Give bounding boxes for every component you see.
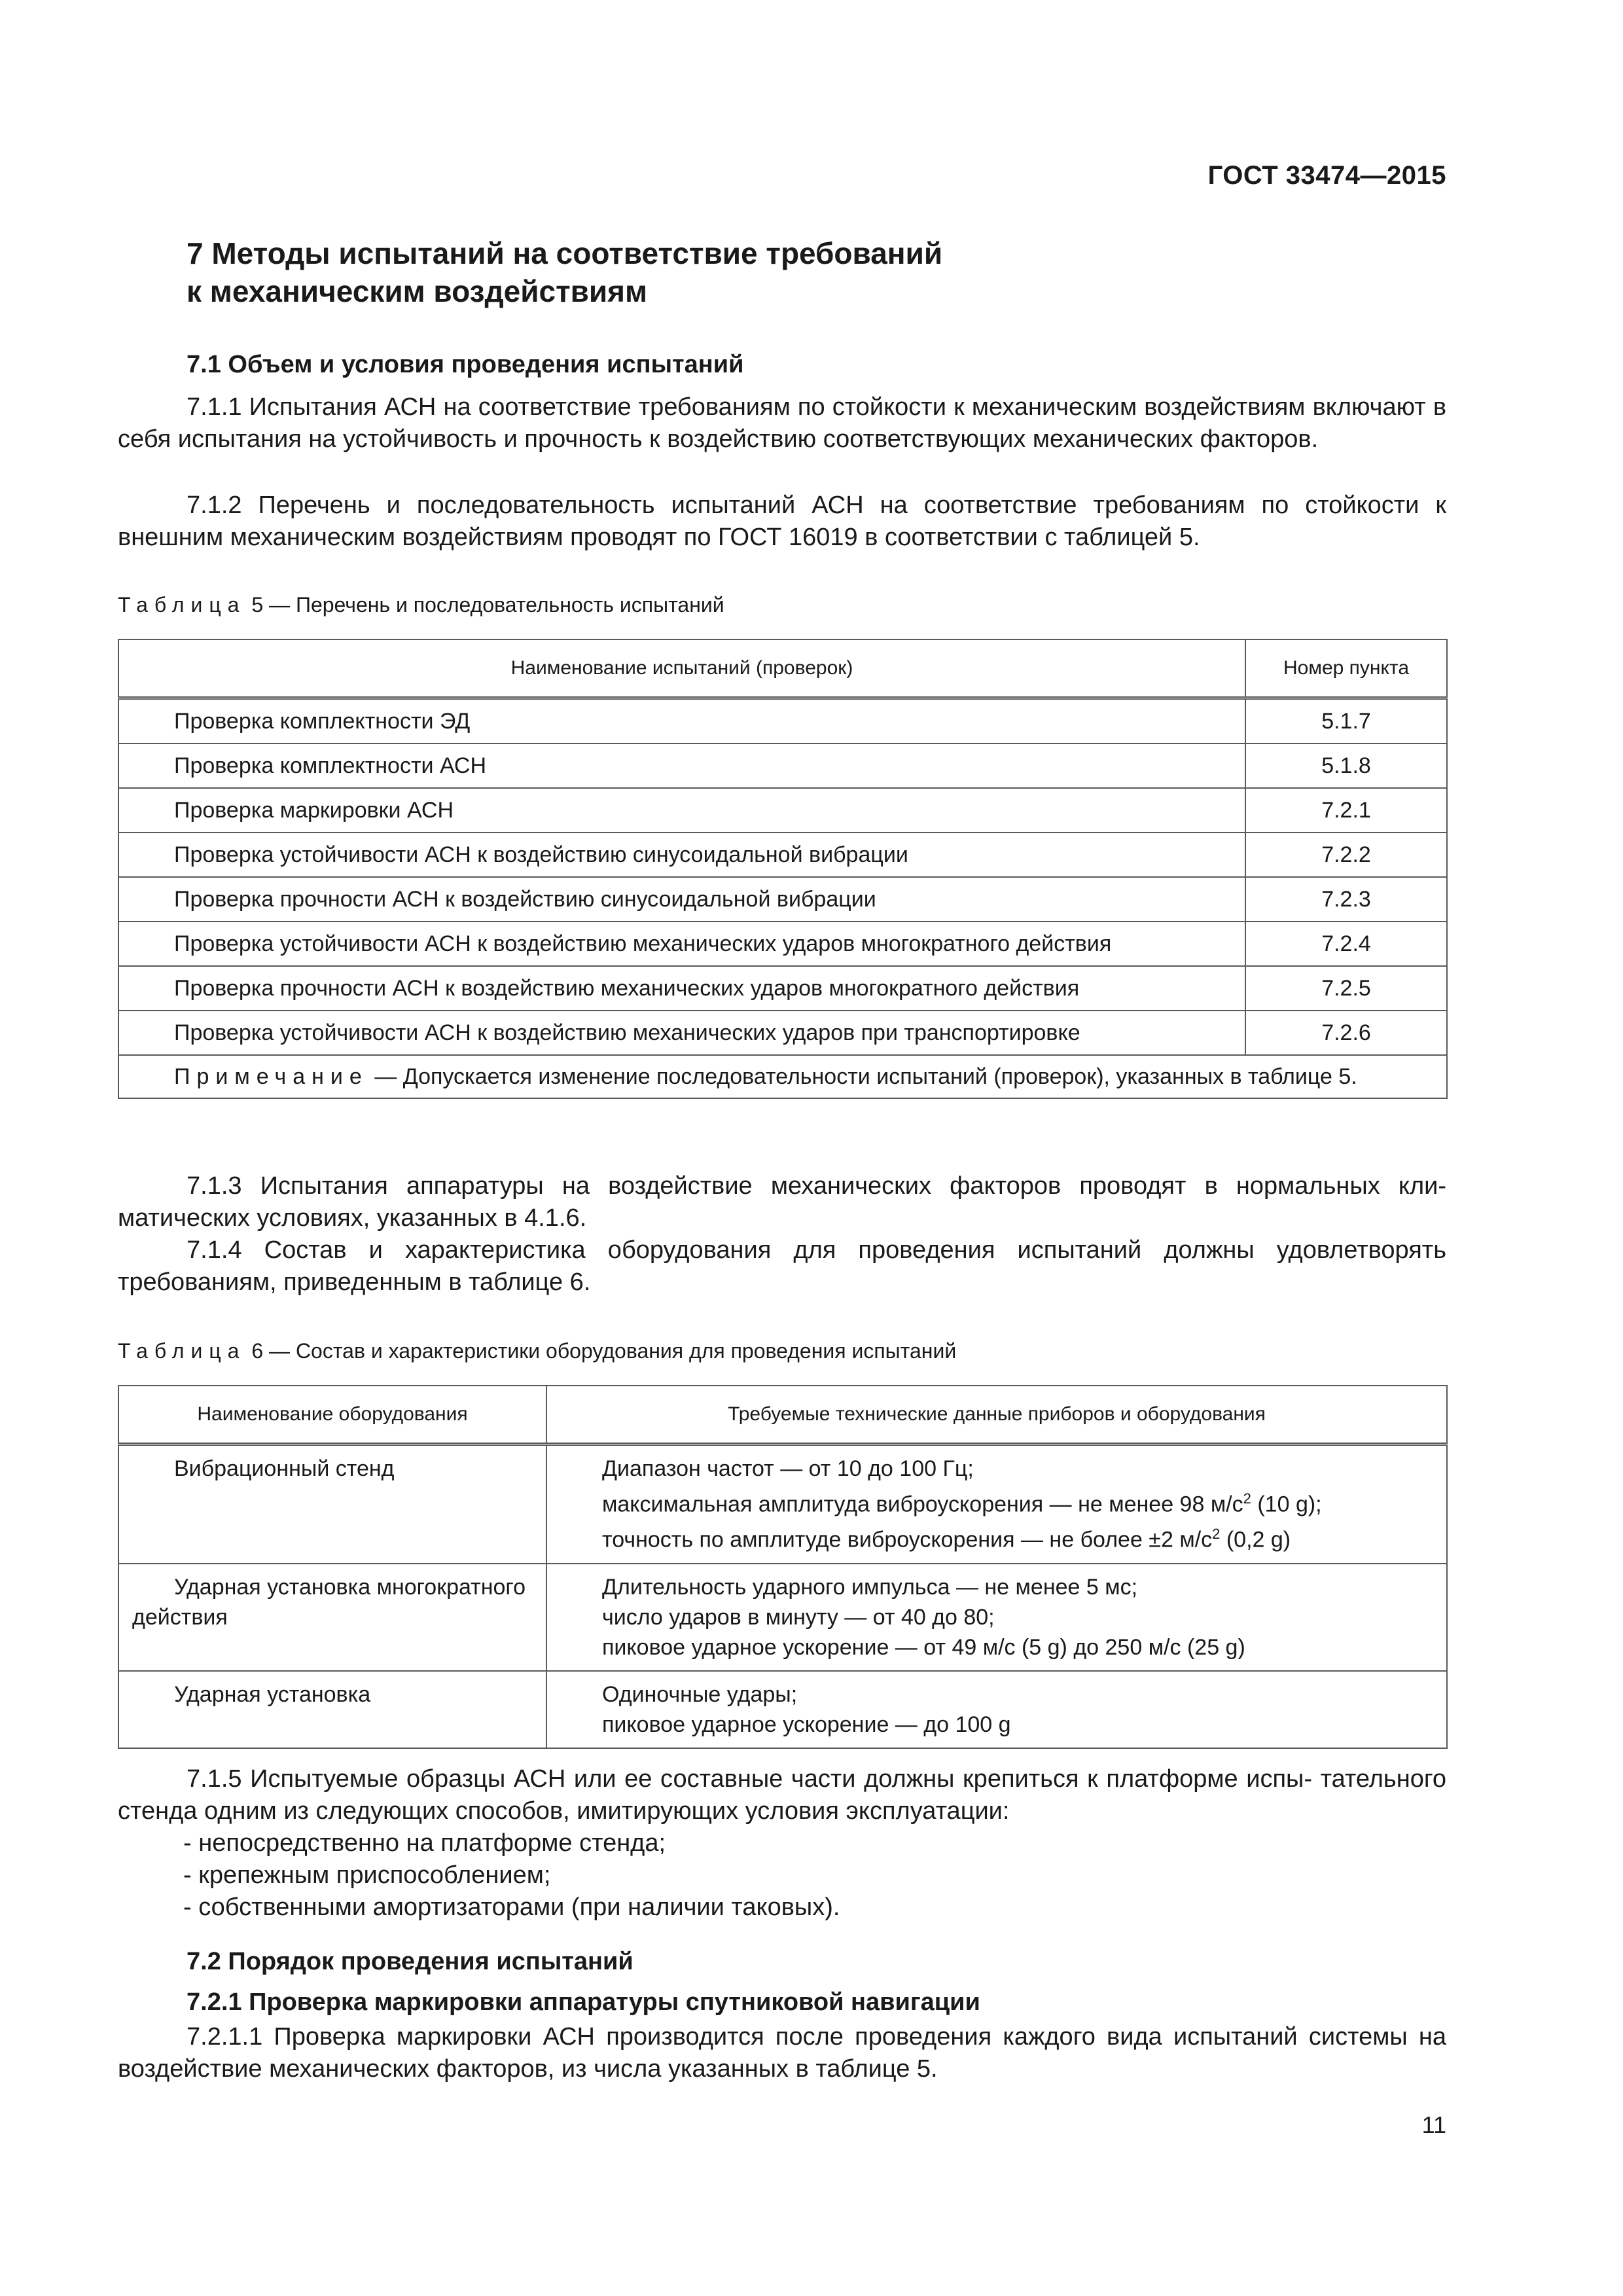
table6-row1-line2 [602, 1484, 1433, 1519]
table-row [118, 833, 1447, 877]
table5-cell-number: 7.2.4 [1245, 922, 1447, 966]
table5-caption-word: Таблица [118, 593, 246, 617]
table6-row1-line1: Диапазон частот — от 10 до 100 Гц; [602, 1456, 974, 1481]
table-6 [118, 1385, 1448, 1749]
paragraph-7-1-5-rest: тательного стенда одним из следующих способов, имитирующих условия эксплуатации: [118, 1765, 1446, 1825]
paragraph-7-2-1-1-rest: системы на воздействие механических факторов, из числа указанных в таблице 5. [118, 2023, 1446, 2083]
paragraph-7-1-4 [118, 1234, 1446, 1299]
paragraph-7-2-1-1 [118, 2021, 1446, 2085]
table6-header-specs: Требуемые технические данные приборов и оборудования [546, 1386, 1447, 1444]
paragraph-7-2-1-1-lead: 7.2.1.1 Проверка маркировки АСН производится после проведения каждого вида испытаний [187, 2023, 1298, 2051]
paragraph-7-1-4-lead: 7.1.4 Состав и характеристика оборудования для проведения испытаний должны удовлетворять [187, 1236, 1446, 1264]
table5-cell-number: 5.1.8 [1245, 744, 1447, 788]
table5-cell-number: 7.2.6 [1245, 1011, 1447, 1055]
table5-cell-number: 5.1.7 [1245, 698, 1447, 744]
table6-row3-line2: пиковое ударное ускорение — до 100 g [602, 1712, 1011, 1737]
table6-row2-line2: число ударов в минуту — от 40 до 80; [602, 1604, 995, 1630]
table6-cell-equipment [118, 1564, 546, 1671]
table-row [118, 1671, 1447, 1748]
table6-row1-line3-sup: 2 [1212, 1526, 1221, 1543]
table5-cell-name: Проверка комплектности ЭД [118, 698, 1245, 744]
table6-row1-line2-text: максимальная амплитуда виброускорения — не менее 98 м/с [602, 1492, 1243, 1517]
table6-caption-word: Таблица [118, 1339, 246, 1363]
table6-cell-specs [546, 1564, 1447, 1671]
table6-row1-line3 [602, 1519, 1433, 1554]
subsection-7-2-title: 7.2 Порядок проведения испытаний [187, 1948, 633, 1975]
table6-caption-text: 6 — Состав и характеристики оборудования для проведения испытаний [251, 1339, 957, 1363]
table5-caption [118, 593, 724, 617]
table5-cell-name: Проверка комплектности АСН [118, 744, 1245, 788]
table6-cell-specs [546, 1671, 1447, 1748]
section-title-line1: 7 Методы испытаний на соответствие требований [187, 236, 943, 270]
method-list-item-text: - собственными амортизаторами (при наличии таковых). [183, 1893, 840, 1921]
table-row [118, 698, 1447, 744]
paragraph-7-1-5-lead: 7.1.5 Испытуемые образцы АСН или ее составные части должны крепиться к платформе испы- [187, 1765, 1312, 1793]
table5-cell-number: 7.2.3 [1245, 877, 1447, 922]
table5-cell-number: 7.2.5 [1245, 966, 1447, 1011]
table6-caption [118, 1339, 956, 1363]
paragraph-7-1-1 [118, 391, 1446, 456]
list-item [118, 1859, 1446, 1892]
subsection-7-2-1-title: 7.2.1 Проверка маркировки аппаратуры спутниковой навигации [187, 1988, 980, 2016]
table6-row1-name: Вибрационный стенд [174, 1456, 395, 1481]
document-id: ГОСТ 33474—2015 [1207, 161, 1446, 190]
method-list [118, 1827, 1446, 1924]
table6-row1-line2-tail: (10 g); [1251, 1492, 1322, 1517]
table-5 [118, 639, 1448, 1099]
method-list-item-text: - непосредственно на платформе стенда; [183, 1829, 666, 1857]
list-item [118, 1892, 1446, 1924]
table5-note-word: Примечание [174, 1064, 368, 1089]
table5-cell-name: Проверка устойчивости АСН к воздействию синусоидальной вибрации [118, 833, 1245, 877]
paragraph-7-1-3-rest: матических условиях, указанных в 4.1.6. [118, 1204, 587, 1232]
paragraph-7-1-5 [118, 1763, 1446, 1827]
table-row [118, 877, 1447, 922]
table6-row2-name-b: действия [132, 1604, 228, 1630]
table6-row3-line1: Одиночные удары; [602, 1681, 798, 1707]
paragraph-7-1-2-rest: к внешним механическим воздействиям проводят по ГОСТ 16019 в соответствии с таблицей 5. [118, 492, 1446, 551]
table6-row1-line3-text: точность по амплитуде виброускорения — не более ±2 м/с [602, 1527, 1213, 1552]
table-row [118, 788, 1447, 833]
table6-header-equipment: Наименование оборудования [118, 1386, 546, 1444]
paragraph-7-1-1-lead: 7.1.1 Испытания АСН на соответствие требованиям по стойкости к механическим воздействиям [187, 393, 1306, 421]
paragraph-7-1-3 [118, 1170, 1446, 1234]
table6-row2-name-a: Ударная установка многократного [174, 1574, 526, 1600]
table-row [118, 1444, 1447, 1564]
paragraph-7-1-1-rest: включают в себя испытания на устойчивость и прочность к воздействию соответствующих механических факторов. [118, 393, 1447, 453]
table-row [118, 1011, 1447, 1055]
table5-cell-name: Проверка прочности АСН к воздействию синусоидальной вибрации [118, 877, 1245, 922]
method-list-item-text: - крепежным приспособлением; [183, 1861, 551, 1889]
table-row [118, 922, 1447, 966]
table-row [118, 1564, 1447, 1671]
table5-cell-name: Проверка устойчивости АСН к воздействию механических ударов при транспортировке [118, 1011, 1245, 1055]
table5-header-number: Номер пункта [1245, 639, 1447, 698]
paragraph-7-1-4-rest: требованиям, приведенным в таблице 6. [118, 1268, 591, 1296]
table5-note [118, 1055, 1447, 1098]
table5-note-text: — Допускается изменение последовательности испытаний (проверок), указанных в таблице 5. [374, 1064, 1357, 1089]
table-row [118, 744, 1447, 788]
table6-row1-line3-tail: (0,2 g) [1220, 1527, 1291, 1552]
table5-cell-name: Проверка маркировки АСН [118, 788, 1245, 833]
table6-row3-name: Ударная установка [174, 1681, 371, 1707]
table5-cell-number: 7.2.1 [1245, 788, 1447, 833]
table5-note-row [118, 1055, 1447, 1098]
table5-caption-text: 5 — Перечень и последовательность испытаний [251, 593, 724, 617]
section-title-line2: к механическим воздействиям [187, 274, 648, 308]
table6-row2-line3: пиковое ударное ускорение — от 49 м/с (5 g) до 250 м/с (25 g) [602, 1634, 1245, 1660]
table6-cell-equipment [118, 1671, 546, 1748]
page-number: 11 [1421, 2111, 1446, 2138]
table6-row2-line1: Длительность ударного импульса — не менее 5 мс; [602, 1574, 1138, 1600]
table5-header-name: Наименование испытаний (проверок) [118, 639, 1245, 698]
subsection-7-1-title: 7.1 Объем и условия проведения испытаний [187, 351, 744, 378]
table6-row1-line2-sup: 2 [1243, 1490, 1251, 1507]
table-row [118, 966, 1447, 1011]
paragraph-7-1-2 [118, 490, 1446, 554]
table5-cell-name: Проверка прочности АСН к воздействию механических ударов многократного действия [118, 966, 1245, 1011]
table6-cell-equipment [118, 1444, 546, 1564]
list-item [118, 1827, 1446, 1859]
table5-cell-number: 7.2.2 [1245, 833, 1447, 877]
section-title [187, 234, 942, 310]
paragraph-7-1-2-lead: 7.1.2 Перечень и последовательность испытаний АСН на соответствие требованиям по стойкости [187, 492, 1419, 519]
table6-cell-specs [546, 1444, 1447, 1564]
table5-cell-name: Проверка устойчивости АСН к воздействию механических ударов многократного действия [118, 922, 1245, 966]
paragraph-7-1-3-lead: 7.1.3 Испытания аппаратуры на воздействие механических факторов проводят в нормальных кли- [187, 1172, 1446, 1200]
